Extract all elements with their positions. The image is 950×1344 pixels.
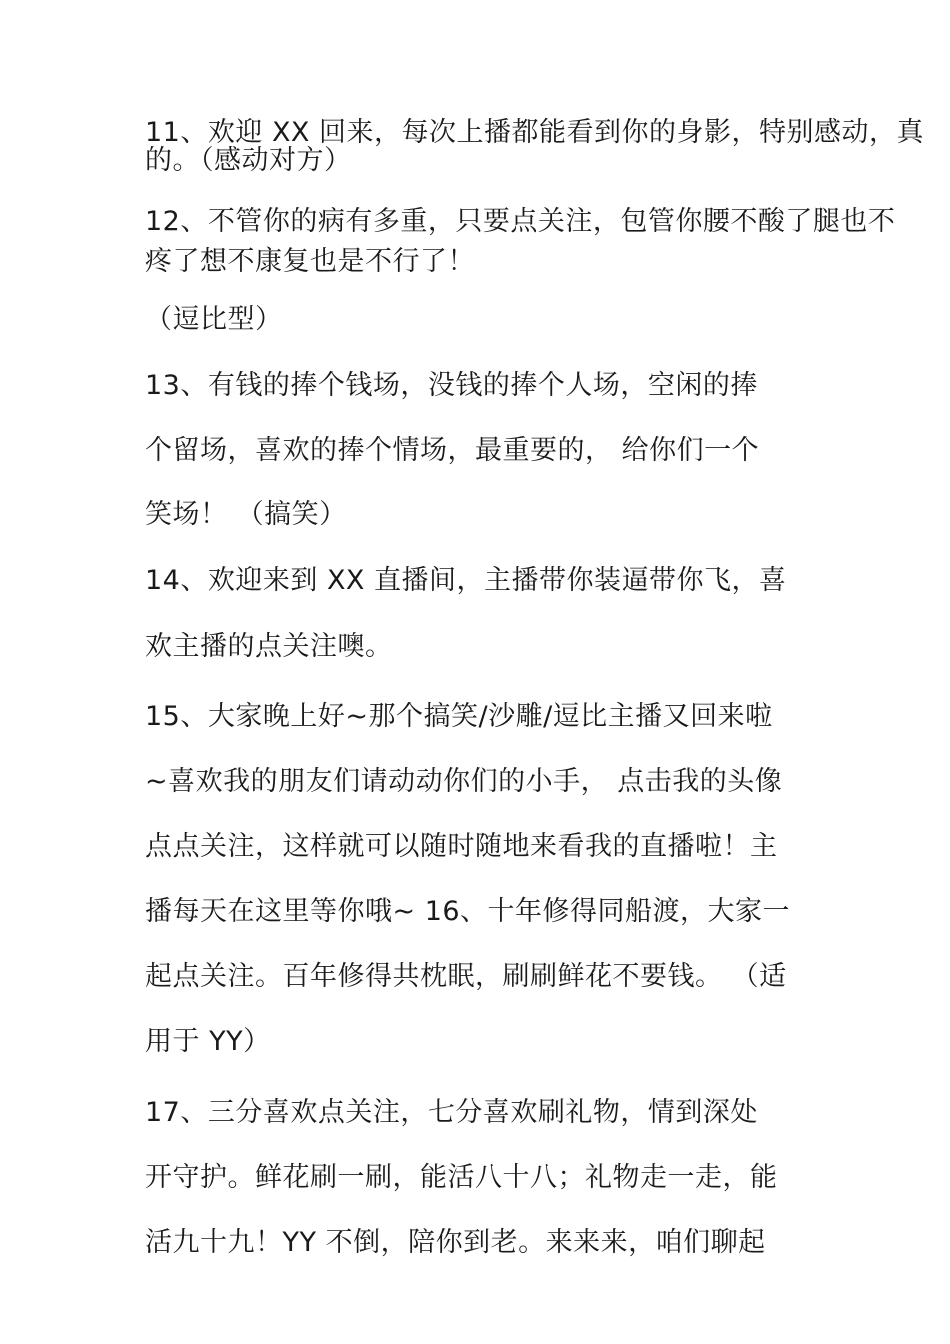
text-line-16b: 用于 YY）	[145, 1026, 271, 1057]
text-line-11b: 的。（感动对方）	[145, 145, 352, 176]
text-line-17a: 17、三分喜欢点关注，七分喜欢刷礼物，情到深处	[145, 1097, 758, 1128]
text-line-12c: （逗比型）	[145, 304, 283, 335]
text-line-17b: 开守护。鲜花刷一刷，能活八十八；礼物走一走，能	[145, 1162, 778, 1193]
text-line-15b: ~喜欢我的朋友们请动动你们的小手， 点击我的头像	[145, 766, 783, 797]
text-line-14a: 14、欢迎来到 XX 直播间，主播带你装逼带你飞，喜	[145, 565, 787, 596]
text-line-11a: 11、欢迎 XX 回来，每次上播都能看到你的身影，特别感动，真	[145, 117, 925, 148]
text-line-15d: 播每天在这里等你哦~ 16、十年修得同船渡，大家一	[145, 896, 791, 927]
text-line-17c: 活九十九！YY 不倒，陪你到老。来来来，咱们聊起	[145, 1227, 766, 1258]
text-line-16a: 起点关注。百年修得共枕眠，刷刷鲜花不要钱。 （适	[145, 961, 787, 992]
text-line-15c: 点点关注，这样就可以随时随地来看我的直播啦！主	[145, 831, 778, 862]
text-line-13b: 个留场，喜欢的捧个情场，最重要的， 给你们一个	[145, 435, 760, 466]
text-line-12b: 疼了想不康复也是不行了！	[145, 246, 475, 277]
text-line-13c: 笑场！ （搞笑）	[145, 499, 347, 530]
text-line-12a: 12、不管你的病有多重，只要点关注，包管你腰不酸了腿也不	[145, 206, 896, 237]
text-line-14b: 欢主播的点关注噢。	[145, 631, 393, 662]
text-line-15a: 15、大家晚上好~那个搞笑/沙雕/逗比主播又回来啦	[145, 701, 773, 732]
text-line-13a: 13、有钱的捧个钱场，没钱的捧个人场，空闲的捧	[145, 370, 758, 401]
